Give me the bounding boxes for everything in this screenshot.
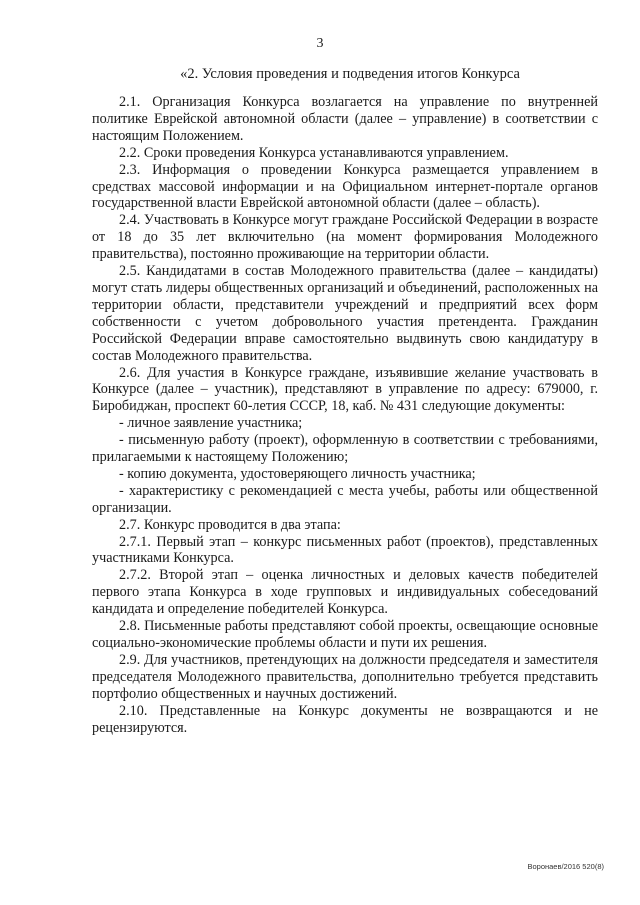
footer-reference: Воронаев/2016 520(8)	[527, 862, 604, 871]
section-title: «2. Условия проведения и подведения итогов Конкурса	[180, 66, 520, 82]
paragraph-2-5: 2.5. Кандидатами в состав Молодежного правительства (далее – кандидаты) могут стать лидеры общественных организаций и объединений, расположенных на территории области, представители учреждений и предприятий всех форм собственности с учетом добровольного участия претендента. Гражданин Российской Федерации вправе самостоятельно выдвинуть свою кандидатуру в состав Молодежного правительства.	[92, 263, 598, 364]
document-body	[92, 94, 598, 736]
list-item-reference: - характеристику с рекомендацией с места учебы, работы или общественной организации.	[92, 482, 598, 516]
list-item-written-work: - письменную работу (проект), оформленную в соответствии с требованиями, прилагаемыми к настоящему Положению;	[92, 432, 598, 466]
list-item-application: - личное заявление участника;	[119, 415, 303, 432]
paragraph-2-1: 2.1. Организация Конкурса возлагается на управление по внутренней политике Еврейской автономной области (далее – управление) в соответствии с настоящим Положением.	[92, 94, 598, 144]
paragraph-2-10: 2.10. Представленные на Конкурс документы не возвращаются и не рецензируются.	[92, 702, 598, 736]
paragraph-2-7-1: 2.7.1. Первый этап – конкурс письменных работ (проектов), представленных участниками Конкурса.	[92, 533, 598, 567]
paragraph-2-2: 2.2. Сроки проведения Конкурса устанавливаются управлением.	[119, 144, 509, 161]
paragraph-2-7: 2.7. Конкурс проводится в два этапа:	[119, 516, 341, 533]
page-number: 3	[316, 36, 324, 51]
paragraph-2-3: 2.3. Информация о проведении Конкурса размещается управлением в средствах массовой информации и на Официальном интернет-портале органов государственной власти Еврейской автономной области (далее – область).	[92, 161, 598, 212]
list-item-id-copy: - копию документа, удостоверяющего личность участника;	[119, 465, 476, 482]
paragraph-2-6: 2.6. Для участия в Конкурсе граждане, изъявившие желание участвовать в Конкурсе (далее – участник), представляют в управление по адресу: 679000, г. Биробиджан, проспект 60-летия СССР, 18, каб. № 431 следующие документы:	[92, 364, 598, 415]
paragraph-2-7-2: 2.7.2. Второй этап – оценка личностных и деловых качеств победителей первого этапа Конкурса в ходе групповых и индивидуальных собеседований кандидата и определение победителей Конкурса.	[92, 567, 598, 618]
paragraph-2-4: 2.4. Участвовать в Конкурсе могут граждане Российской Федерации в возрасте от 18 до 35 лет включительно (на момент формирования Молодежного правительства), постоянно проживающие на территории области.	[92, 212, 598, 263]
paragraph-2-8: 2.8. Письменные работы представляют собой проекты, освещающие основные социально-экономические проблемы области и пути их решения.	[92, 618, 598, 651]
paragraph-2-9: 2.9. Для участников, претендующих на должности председателя и заместителя председателя Молодежного правительства, дополнительно требуется представить портфолио общественных и научных достижений.	[92, 651, 598, 702]
